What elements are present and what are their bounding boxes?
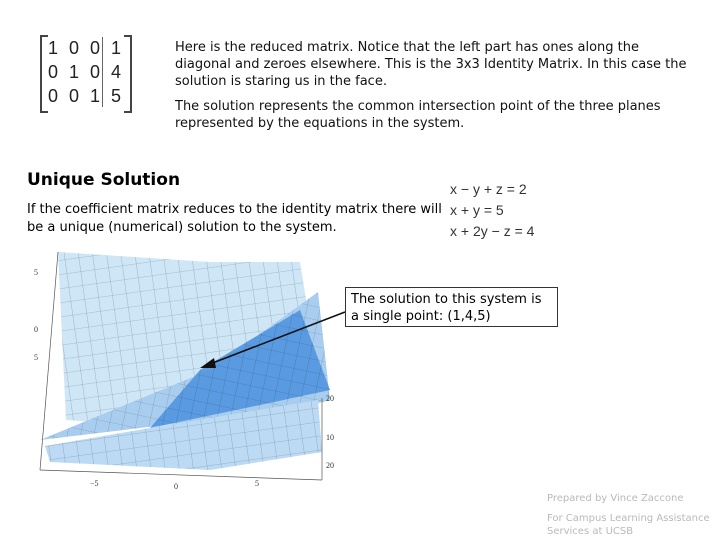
equation-1: x − y + z = 2 bbox=[450, 181, 527, 197]
footer-line: Services at UCSB bbox=[547, 526, 634, 537]
matrix-entry: 0 bbox=[69, 37, 80, 58]
matrix-entry: 0 bbox=[90, 37, 101, 58]
reduced-matrix-note: Here is the reduced matrix. Notice that the left part has ones along the diagonal and zeroes elsewhere. This is the 3x3 Identity Matrix. In this case the solution is staring us in the face. bbox=[175, 40, 687, 89]
tick-label-left: 5 bbox=[34, 268, 38, 277]
augmented-matrix bbox=[40, 35, 132, 111]
solution-callout: The solution to this system is a single point: (1,4,5) bbox=[345, 287, 558, 327]
matrix-entry: 1 bbox=[90, 85, 101, 106]
matrix-entry: 1 bbox=[111, 37, 122, 58]
equation-2: x + y = 5 bbox=[450, 202, 504, 218]
intersection-note: The solution represents the common intersection point of the three planes represented by the equations in the system. bbox=[175, 99, 661, 131]
matrix-row bbox=[48, 84, 132, 108]
box-edge bbox=[40, 470, 322, 480]
matrix-entry: 0 bbox=[48, 85, 59, 106]
matrix-entry: 5 bbox=[111, 85, 122, 106]
tick-label-left: 5 bbox=[34, 353, 38, 362]
tick-label-left: 0 bbox=[34, 325, 38, 334]
tick-label-right: 20 bbox=[326, 394, 334, 403]
matrix-entry: 0 bbox=[69, 85, 80, 106]
matrix-entries bbox=[48, 36, 132, 108]
tick-label-bottom: 5 bbox=[255, 479, 259, 488]
footer-line: Prepared by Vince Zaccone bbox=[547, 493, 684, 504]
footer-credit bbox=[547, 492, 710, 538]
matrix-entry: 0 bbox=[48, 61, 59, 82]
matrix-entry: 1 bbox=[69, 61, 80, 82]
tick-label-bottom: −5 bbox=[90, 479, 99, 488]
equation-3: x + 2y − z = 4 bbox=[450, 223, 535, 239]
matrix-row bbox=[48, 36, 132, 60]
tick-label-right: 20 bbox=[326, 461, 334, 470]
tick-label-right: 10 bbox=[326, 433, 334, 442]
planes-3d-plot bbox=[0, 240, 360, 500]
tick-label-bottom: 0 bbox=[174, 482, 178, 491]
matrix-row bbox=[48, 60, 132, 84]
matrix-entry: 4 bbox=[111, 61, 122, 82]
matrix-entry: 1 bbox=[48, 37, 59, 58]
section-title: Unique Solution bbox=[27, 170, 181, 190]
footer-line: For Campus Learning Assistance bbox=[547, 513, 710, 524]
section-description: If the coefficient matrix reduces to the identity matrix there will be a unique (numerical) solution to the system. bbox=[27, 202, 442, 235]
equation-system bbox=[450, 179, 534, 242]
matrix-left-bracket bbox=[40, 35, 48, 113]
matrix-entry: 0 bbox=[90, 61, 101, 82]
